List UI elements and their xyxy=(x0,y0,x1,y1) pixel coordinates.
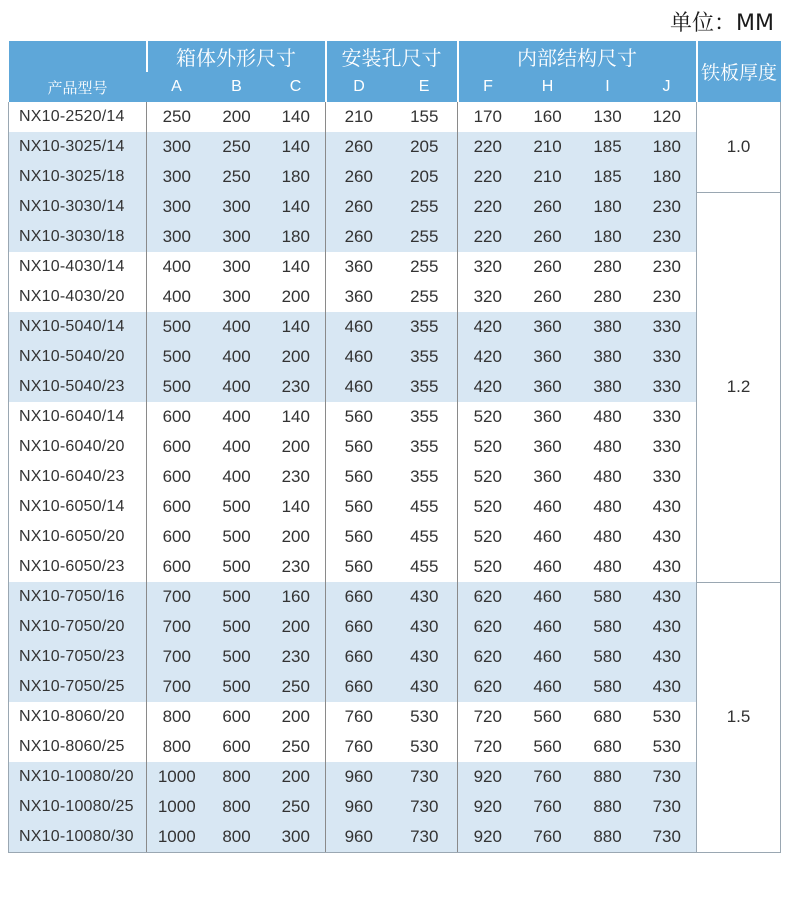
value-cell-c: 230 xyxy=(267,372,326,402)
value-cell-e: 730 xyxy=(392,762,458,792)
header-row-groups xyxy=(9,41,781,72)
value-cell-f: 170 xyxy=(473,107,502,126)
value-cell-i: 580 xyxy=(578,582,638,612)
value-cell-a: 700 xyxy=(147,672,207,702)
value-cell-i: 280 xyxy=(593,257,622,276)
value-cell-j: 330 xyxy=(638,312,697,342)
value-cell-b: 300 xyxy=(207,222,267,252)
model-cell: NX10-10080/30 xyxy=(9,822,147,853)
value-cell-d: 960 xyxy=(326,762,392,792)
value-cell-i: 880 xyxy=(578,762,638,792)
value-cell-h: 360 xyxy=(518,312,578,342)
model-cell: NX10-3030/18 xyxy=(9,222,147,252)
value-cell-b: 400 xyxy=(207,372,267,402)
value-cell-b: 800 xyxy=(207,822,267,853)
value-cell-e: 730 xyxy=(392,822,458,853)
value-cell-h: 260 xyxy=(518,222,578,252)
value-cell-d: 560 xyxy=(344,437,373,456)
header-col-a: A xyxy=(147,72,207,102)
header-blank xyxy=(9,41,147,72)
header-plate-thickness: 铁板厚度 xyxy=(697,41,781,102)
header-col-f: F xyxy=(458,72,518,102)
value-cell-e: 255 xyxy=(392,282,458,312)
value-cell-e: 355 xyxy=(392,432,458,462)
value-cell-d: 210 xyxy=(344,107,373,126)
table-row xyxy=(9,372,781,402)
value-cell-a: 600 xyxy=(162,557,191,576)
model-cell: NX10-2520/14 xyxy=(9,102,147,132)
value-cell-h: 460 xyxy=(533,557,562,576)
value-cell-h: 760 xyxy=(518,822,578,853)
dimension-table xyxy=(8,41,781,853)
value-cell-a: 250 xyxy=(162,107,191,126)
value-cell-c: 200 xyxy=(267,612,326,642)
value-cell-f: 320 xyxy=(473,257,502,276)
table-row xyxy=(9,702,781,732)
value-cell-h: 260 xyxy=(533,287,562,306)
value-cell-j: 730 xyxy=(638,792,697,822)
table-row xyxy=(9,222,781,252)
model-cell: NX10-5040/14 xyxy=(9,312,147,342)
value-cell-h: 560 xyxy=(533,707,562,726)
value-cell-b: 500 xyxy=(222,527,251,546)
value-cell-a: 600 xyxy=(162,407,191,426)
value-cell-f: 520 xyxy=(473,407,502,426)
value-cell-e: 355 xyxy=(392,312,458,342)
value-cell-j: 330 xyxy=(638,372,697,402)
value-cell-j: 430 xyxy=(652,527,681,546)
value-cell-e: 155 xyxy=(392,102,458,132)
header-col-b: B xyxy=(207,72,267,102)
value-cell-b: 500 xyxy=(207,612,267,642)
value-cell-i: 680 xyxy=(593,707,622,726)
value-cell-e: 430 xyxy=(392,672,458,702)
value-cell-i: 185 xyxy=(578,162,638,192)
value-cell-d: 360 xyxy=(344,287,373,306)
value-cell-i: 180 xyxy=(578,192,638,222)
value-cell-f: 720 xyxy=(473,737,502,756)
value-cell-c: 300 xyxy=(267,822,326,853)
value-cell-i: 880 xyxy=(578,822,638,853)
value-cell-c: 200 xyxy=(267,762,326,792)
table-row xyxy=(9,492,781,522)
value-cell-c: 140 xyxy=(267,312,326,342)
value-cell-h: 460 xyxy=(533,527,562,546)
value-cell-f: 920 xyxy=(458,792,518,822)
table-row xyxy=(9,402,781,432)
value-cell-e: 255 xyxy=(392,252,458,282)
value-cell-h: 460 xyxy=(518,612,578,642)
value-cell-a: 800 xyxy=(162,737,191,756)
table-row xyxy=(9,822,781,853)
value-cell-j: 430 xyxy=(638,642,697,672)
value-cell-b: 500 xyxy=(207,582,267,612)
value-cell-c: 180 xyxy=(267,162,326,192)
header-col-i: I xyxy=(578,72,638,102)
header-model: 产品型号 xyxy=(9,72,147,102)
value-cell-e: 455 xyxy=(392,492,458,522)
value-cell-e: 530 xyxy=(392,702,458,732)
model-cell: NX10-5040/23 xyxy=(9,372,147,402)
value-cell-j: 730 xyxy=(638,762,697,792)
value-cell-i: 580 xyxy=(578,642,638,672)
value-cell-h: 360 xyxy=(518,372,578,402)
table-row xyxy=(9,432,781,462)
value-cell-f: 520 xyxy=(473,527,502,546)
value-cell-a: 600 xyxy=(162,527,191,546)
value-cell-c: 200 xyxy=(267,282,326,312)
value-cell-d: 960 xyxy=(326,792,392,822)
value-cell-f: 220 xyxy=(458,162,518,192)
value-cell-d: 560 xyxy=(344,467,373,486)
value-cell-d: 760 xyxy=(344,737,373,756)
value-cell-i: 380 xyxy=(578,372,638,402)
value-cell-c: 200 xyxy=(267,702,326,732)
value-cell-i: 480 xyxy=(593,527,622,546)
model-cell: NX10-10080/20 xyxy=(9,762,147,792)
model-cell: NX10-3025/18 xyxy=(9,162,147,192)
value-cell-b: 250 xyxy=(207,162,267,192)
header-col-j: J xyxy=(638,72,697,102)
value-cell-f: 520 xyxy=(473,437,502,456)
value-cell-d: 560 xyxy=(344,557,373,576)
value-cell-i: 580 xyxy=(578,612,638,642)
value-cell-j: 230 xyxy=(652,287,681,306)
value-cell-c: 140 xyxy=(267,252,326,282)
table-row xyxy=(9,612,781,642)
value-cell-c: 200 xyxy=(267,342,326,372)
table-row xyxy=(9,462,781,492)
value-cell-j: 120 xyxy=(652,107,681,126)
model-cell: NX10-7050/16 xyxy=(9,582,147,612)
value-cell-e: 355 xyxy=(392,372,458,402)
thickness-cell: 1.5 xyxy=(697,582,781,853)
value-cell-b: 500 xyxy=(222,557,251,576)
value-cell-d: 460 xyxy=(326,312,392,342)
value-cell-i: 380 xyxy=(578,312,638,342)
value-cell-f: 920 xyxy=(458,822,518,853)
value-cell-b: 400 xyxy=(222,407,251,426)
value-cell-i: 480 xyxy=(593,437,622,456)
value-cell-b: 250 xyxy=(207,132,267,162)
table-row xyxy=(9,792,781,822)
value-cell-a: 1000 xyxy=(147,762,207,792)
value-cell-b: 200 xyxy=(222,107,251,126)
header-col-e: E xyxy=(392,72,458,102)
value-cell-h: 210 xyxy=(518,162,578,192)
table-row xyxy=(9,102,781,132)
value-cell-f: 320 xyxy=(473,287,502,306)
value-cell-a: 300 xyxy=(147,192,207,222)
value-cell-c: 140 xyxy=(267,102,326,132)
value-cell-i: 480 xyxy=(593,407,622,426)
table-row xyxy=(9,582,781,612)
value-cell-f: 720 xyxy=(473,707,502,726)
table-row xyxy=(9,162,781,192)
model-cell: NX10-7050/25 xyxy=(9,672,147,702)
value-cell-a: 800 xyxy=(162,707,191,726)
model-cell: NX10-7050/23 xyxy=(9,642,147,672)
value-cell-e: 255 xyxy=(392,192,458,222)
value-cell-a: 700 xyxy=(147,582,207,612)
model-cell: NX10-4030/14 xyxy=(9,252,147,282)
value-cell-b: 300 xyxy=(207,192,267,222)
value-cell-e: 355 xyxy=(392,462,458,492)
value-cell-a: 1000 xyxy=(147,792,207,822)
value-cell-a: 500 xyxy=(147,372,207,402)
value-cell-b: 600 xyxy=(222,737,251,756)
value-cell-d: 660 xyxy=(326,612,392,642)
value-cell-j: 530 xyxy=(652,737,681,756)
value-cell-a: 700 xyxy=(147,612,207,642)
table-row xyxy=(9,522,781,552)
model-cell: NX10-6050/23 xyxy=(9,552,147,582)
value-cell-j: 430 xyxy=(638,582,697,612)
value-cell-h: 360 xyxy=(533,437,562,456)
value-cell-e: 530 xyxy=(392,732,458,762)
value-cell-c: 160 xyxy=(267,582,326,612)
header-outer-dimensions: 箱体外形尺寸 xyxy=(147,41,326,72)
value-cell-e: 355 xyxy=(392,342,458,372)
value-cell-e: 355 xyxy=(392,402,458,432)
value-cell-j: 430 xyxy=(638,612,697,642)
value-cell-a: 500 xyxy=(147,312,207,342)
value-cell-h: 760 xyxy=(518,792,578,822)
value-cell-a: 700 xyxy=(147,642,207,672)
value-cell-e: 205 xyxy=(392,132,458,162)
value-cell-d: 560 xyxy=(344,527,373,546)
value-cell-d: 260 xyxy=(326,192,392,222)
value-cell-b: 500 xyxy=(222,497,251,516)
value-cell-h: 760 xyxy=(518,762,578,792)
value-cell-b: 800 xyxy=(207,762,267,792)
header-col-h: H xyxy=(518,72,578,102)
value-cell-h: 360 xyxy=(533,407,562,426)
value-cell-j: 230 xyxy=(638,222,697,252)
header-inner-structure: 内部结构尺寸 xyxy=(458,41,697,72)
value-cell-i: 480 xyxy=(593,557,622,576)
value-cell-c: 140 xyxy=(267,132,326,162)
value-cell-c: 180 xyxy=(267,222,326,252)
model-cell: NX10-8060/20 xyxy=(9,702,147,732)
value-cell-f: 520 xyxy=(473,557,502,576)
value-cell-c: 250 xyxy=(267,792,326,822)
value-cell-b: 300 xyxy=(222,287,251,306)
value-cell-i: 480 xyxy=(593,467,622,486)
value-cell-h: 360 xyxy=(518,342,578,372)
value-cell-d: 660 xyxy=(326,582,392,612)
value-cell-b: 800 xyxy=(207,792,267,822)
value-cell-f: 520 xyxy=(473,497,502,516)
model-cell: NX10-6050/20 xyxy=(9,522,147,552)
value-cell-j: 180 xyxy=(638,162,697,192)
header-col-c: C xyxy=(267,72,326,102)
model-cell: NX10-3030/14 xyxy=(9,192,147,222)
model-cell: NX10-8060/25 xyxy=(9,732,147,762)
model-cell: NX10-4030/20 xyxy=(9,282,147,312)
value-cell-j: 530 xyxy=(652,707,681,726)
value-cell-a: 500 xyxy=(147,342,207,372)
model-cell: NX10-6050/14 xyxy=(9,492,147,522)
value-cell-j: 430 xyxy=(652,557,681,576)
value-cell-h: 260 xyxy=(518,192,578,222)
value-cell-d: 260 xyxy=(326,222,392,252)
header-col-d: D xyxy=(326,72,392,102)
value-cell-d: 260 xyxy=(326,162,392,192)
thickness-cell: 1.2 xyxy=(697,192,781,582)
value-cell-d: 660 xyxy=(326,642,392,672)
value-cell-i: 185 xyxy=(578,132,638,162)
value-cell-j: 430 xyxy=(652,497,681,516)
table-row xyxy=(9,342,781,372)
value-cell-f: 220 xyxy=(458,132,518,162)
value-cell-e: 255 xyxy=(392,222,458,252)
value-cell-a: 300 xyxy=(147,162,207,192)
value-cell-f: 520 xyxy=(473,467,502,486)
value-cell-i: 280 xyxy=(593,287,622,306)
value-cell-f: 620 xyxy=(458,642,518,672)
value-cell-i: 180 xyxy=(578,222,638,252)
table-row xyxy=(9,552,781,582)
value-cell-f: 620 xyxy=(458,582,518,612)
value-cell-b: 500 xyxy=(207,642,267,672)
table-row xyxy=(9,312,781,342)
value-cell-f: 620 xyxy=(458,672,518,702)
value-cell-j: 330 xyxy=(652,437,681,456)
value-cell-f: 220 xyxy=(458,222,518,252)
value-cell-j: 730 xyxy=(638,822,697,853)
value-cell-i: 680 xyxy=(593,737,622,756)
value-cell-b: 500 xyxy=(207,672,267,702)
value-cell-h: 360 xyxy=(533,467,562,486)
value-cell-d: 960 xyxy=(326,822,392,853)
value-cell-a: 300 xyxy=(147,132,207,162)
value-cell-b: 600 xyxy=(222,707,251,726)
value-cell-h: 460 xyxy=(533,497,562,516)
value-cell-h: 160 xyxy=(533,107,562,126)
header-mounting-holes: 安装孔尺寸 xyxy=(326,41,458,72)
value-cell-f: 220 xyxy=(458,192,518,222)
value-cell-a: 600 xyxy=(162,437,191,456)
value-cell-e: 430 xyxy=(392,642,458,672)
value-cell-e: 455 xyxy=(392,522,458,552)
value-cell-j: 180 xyxy=(638,132,697,162)
value-cell-f: 920 xyxy=(458,762,518,792)
model-cell: NX10-10080/25 xyxy=(9,792,147,822)
value-cell-f: 620 xyxy=(458,612,518,642)
value-cell-i: 580 xyxy=(578,672,638,702)
value-cell-f: 420 xyxy=(458,372,518,402)
value-cell-d: 560 xyxy=(344,497,373,516)
value-cell-a: 400 xyxy=(162,257,191,276)
value-cell-d: 460 xyxy=(326,372,392,402)
value-cell-j: 330 xyxy=(652,407,681,426)
value-cell-d: 260 xyxy=(326,132,392,162)
value-cell-h: 210 xyxy=(518,132,578,162)
table-row xyxy=(9,252,781,282)
value-cell-b: 300 xyxy=(222,257,251,276)
value-cell-c: 200 xyxy=(267,522,326,552)
thickness-cell: 1.0 xyxy=(697,102,781,192)
value-cell-h: 260 xyxy=(533,257,562,276)
value-cell-e: 455 xyxy=(392,552,458,582)
model-cell: NX10-6040/20 xyxy=(9,432,147,462)
value-cell-c: 140 xyxy=(267,402,326,432)
value-cell-d: 560 xyxy=(344,407,373,426)
value-cell-a: 600 xyxy=(162,497,191,516)
value-cell-h: 560 xyxy=(533,737,562,756)
value-cell-b: 400 xyxy=(222,467,251,486)
table-row xyxy=(9,192,781,222)
value-cell-b: 400 xyxy=(207,312,267,342)
value-cell-a: 400 xyxy=(162,287,191,306)
model-cell: NX10-5040/20 xyxy=(9,342,147,372)
value-cell-e: 730 xyxy=(392,792,458,822)
value-cell-a: 300 xyxy=(147,222,207,252)
value-cell-j: 230 xyxy=(638,192,697,222)
value-cell-e: 205 xyxy=(392,162,458,192)
value-cell-b: 400 xyxy=(207,342,267,372)
table-row xyxy=(9,642,781,672)
value-cell-i: 380 xyxy=(578,342,638,372)
value-cell-e: 430 xyxy=(392,612,458,642)
table-row xyxy=(9,732,781,762)
value-cell-h: 460 xyxy=(518,582,578,612)
value-cell-c: 200 xyxy=(267,432,326,462)
value-cell-c: 230 xyxy=(267,462,326,492)
value-cell-j: 330 xyxy=(638,342,697,372)
value-cell-c: 250 xyxy=(267,732,326,762)
model-cell: NX10-6040/23 xyxy=(9,462,147,492)
value-cell-i: 880 xyxy=(578,792,638,822)
value-cell-c: 230 xyxy=(267,552,326,582)
model-cell: NX10-3025/14 xyxy=(9,132,147,162)
table-body xyxy=(9,102,781,853)
unit-label: 单位：MM xyxy=(670,11,774,36)
value-cell-c: 250 xyxy=(267,672,326,702)
value-cell-d: 660 xyxy=(326,672,392,702)
value-cell-c: 230 xyxy=(267,642,326,672)
value-cell-h: 460 xyxy=(518,672,578,702)
value-cell-a: 600 xyxy=(162,467,191,486)
model-cell: NX10-7050/20 xyxy=(9,612,147,642)
model-cell: NX10-6040/14 xyxy=(9,402,147,432)
value-cell-d: 760 xyxy=(344,707,373,726)
table-row xyxy=(9,762,781,792)
value-cell-j: 430 xyxy=(638,672,697,702)
value-cell-a: 1000 xyxy=(147,822,207,853)
value-cell-j: 330 xyxy=(652,467,681,486)
table-row xyxy=(9,282,781,312)
value-cell-e: 430 xyxy=(392,582,458,612)
table-row xyxy=(9,132,781,162)
value-cell-d: 360 xyxy=(344,257,373,276)
header-row-columns xyxy=(9,72,781,102)
value-cell-i: 130 xyxy=(593,107,622,126)
value-cell-i: 480 xyxy=(593,497,622,516)
value-cell-c: 140 xyxy=(267,492,326,522)
table-row xyxy=(9,672,781,702)
value-cell-h: 460 xyxy=(518,642,578,672)
value-cell-j: 230 xyxy=(652,257,681,276)
value-cell-c: 140 xyxy=(267,192,326,222)
value-cell-d: 460 xyxy=(326,342,392,372)
value-cell-b: 400 xyxy=(222,437,251,456)
value-cell-f: 420 xyxy=(458,342,518,372)
value-cell-f: 420 xyxy=(458,312,518,342)
